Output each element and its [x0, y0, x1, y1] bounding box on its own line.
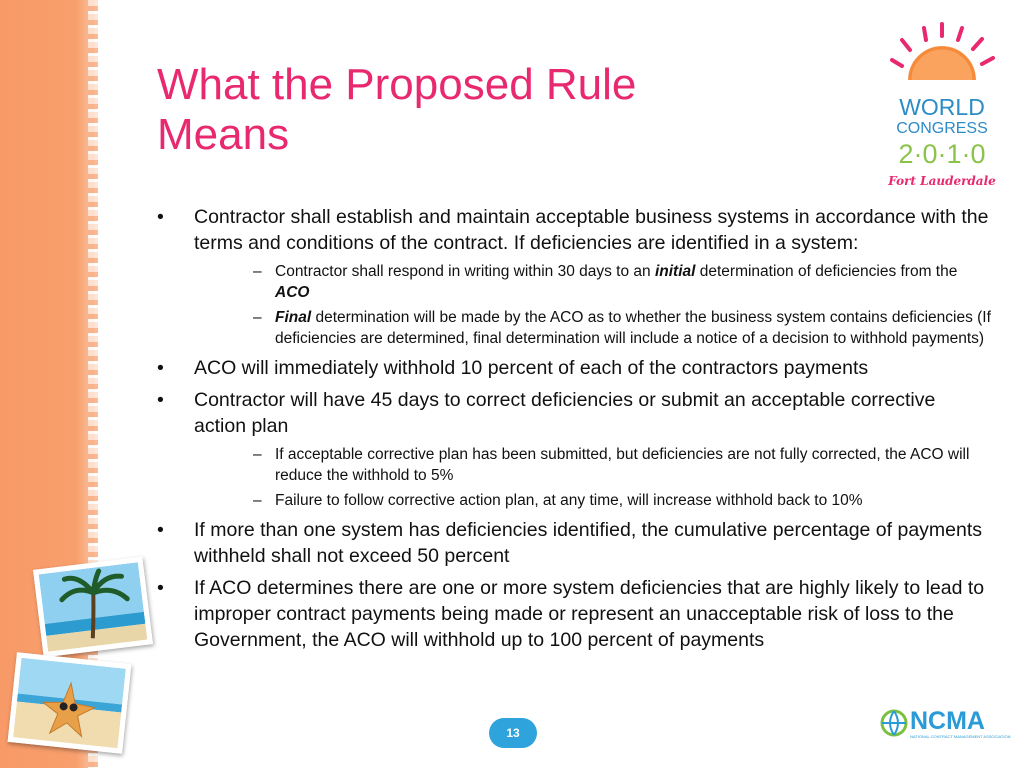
emphasized-term: ACO: [275, 284, 310, 301]
bullet-list: [157, 204, 992, 659]
sub-bullet-list: [194, 444, 992, 511]
sub-bullet-item: [231, 261, 992, 303]
logo-city-text: Fort Lauderdale: [888, 174, 996, 188]
dash-marker: –: [253, 309, 262, 326]
bullet-item: [157, 387, 992, 511]
sub-bullet-list: [194, 261, 992, 349]
page-number-badge: 13: [489, 718, 537, 748]
globe-icon: [880, 709, 908, 737]
palm-tree-photo: [33, 557, 153, 658]
sub-bullet-item: [231, 490, 992, 511]
bullet-item: [157, 575, 992, 653]
sub-bullet-item: [231, 444, 992, 486]
sub-bullet-text: If acceptable corrective plan has been submitted, but deficiencies are not fully corrected, the ACO will reduce the withhold to 5%: [275, 446, 970, 484]
bullet-text: Contractor will have 45 days to correct deficiencies or submit an acceptable corrective action plan: [194, 389, 936, 437]
slide-title-line-1: What the Proposed Rule: [157, 60, 637, 109]
slide-title: [157, 60, 797, 160]
sub-bullet-item: [231, 307, 992, 349]
bullet-item: [157, 204, 992, 349]
bullet-marker: •: [157, 389, 164, 411]
ncma-logo-text: NCMA: [910, 707, 985, 735]
slide-title-line-2: Means: [157, 110, 290, 159]
sub-bullet-text: Failure to follow corrective action plan, at any time, will increase withhold back to 10%: [275, 492, 863, 509]
dash-marker: –: [253, 492, 262, 509]
bullet-marker: •: [157, 357, 164, 379]
bullet-item: [157, 355, 992, 381]
starfish-photo: [8, 652, 132, 754]
starfish-icon: [13, 658, 126, 749]
dash-marker: –: [253, 446, 262, 463]
logo-world-text: WORLD: [899, 94, 985, 120]
dash-marker: –: [253, 263, 262, 280]
emphasized-term: initial: [654, 263, 696, 280]
logo-year-text: 2·0·1·0: [898, 139, 986, 169]
bullet-marker: •: [157, 577, 164, 599]
ncma-tagline: NATIONAL CONTRACT MANAGEMENT ASSOCIATION: [910, 734, 1011, 739]
bullet-marker: •: [157, 206, 164, 228]
decorative-torn-edge: [88, 0, 98, 768]
sun-icon: [892, 24, 993, 80]
bullet-item: [157, 517, 992, 569]
bullet-text: If ACO determines there are one or more system deficiencies that are highly likely to lead to improper contract payments being made or represent an unacceptable risk of loss to the Government, the ACO will withhold up to 100 percent of payments: [194, 577, 985, 651]
bullet-text: If more than one system has deficiencies identified, the cumulative percentage of payments withheld shall not exceed 50 percent: [194, 519, 983, 567]
bullet-marker: •: [157, 519, 164, 541]
bullet-text: ACO will immediately withhold 10 percent of each of the contractors payments: [194, 357, 869, 379]
sub-bullet-text: Contractor shall respond in writing within 30 days to an: [275, 263, 655, 280]
emphasized-term: Final: [275, 309, 312, 326]
world-congress-logo: [880, 22, 1005, 202]
logo-congress-text: CONGRESS: [896, 120, 988, 137]
sub-bullet-text: determination will be made by the ACO as to whether the business system contains deficiencies (If deficiencies are determined, final determination will include a notice of a decision to withhold payments): [275, 309, 991, 347]
bullet-text: Contractor shall establish and maintain acceptable business systems in accordance with the terms and conditions of the contract. If deficiencies are identified in a system:: [194, 206, 989, 254]
sub-bullet-text: determination of deficiencies from the: [695, 263, 958, 280]
ncma-footer-logo: [880, 707, 1011, 741]
palm-tree-icon: [39, 562, 148, 652]
